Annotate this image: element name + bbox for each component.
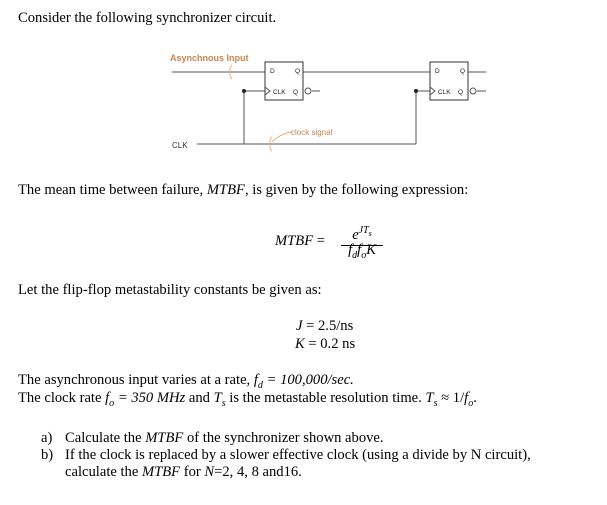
ff2-qbar-label: Q <box>458 89 464 96</box>
mtbf-intro-text: The mean time between failure, MTBF, is given by the following expression: <box>18 182 469 198</box>
ff2-clock-junction-dot <box>414 89 418 93</box>
ff1-d-label: D <box>270 68 275 75</box>
ff1-q-label: Q <box>295 68 301 75</box>
question-b-line1: If the clock is replaced by a slower effective clock (using a divide by N circuit), <box>65 447 531 463</box>
question-a-label: a) <box>41 430 53 446</box>
synchronizer-circuit-diagram <box>0 0 607 170</box>
intro-text: Consider the following synchronizer circuit. <box>18 10 277 26</box>
ff1-clk-label: CLK <box>273 89 286 96</box>
ff2-d-label: D <box>435 68 440 75</box>
clock-signal-pointer <box>272 132 292 142</box>
ff2-qbar-bubble <box>470 88 476 94</box>
async-input-label: Asynchnous Input <box>170 53 249 63</box>
question-b-line2: calculate the MTBF for N=2, 4, 8 and16. <box>65 464 302 480</box>
ff2-clk-label: CLK <box>438 89 451 96</box>
question-b-label: b) <box>41 447 54 463</box>
formula-numerator: $e^{JT_s}$ <box>341 222 383 246</box>
clk-input-label: CLK <box>172 141 188 150</box>
constants-intro-text: Let the flip-flop metastability constants be given as: <box>18 282 322 298</box>
constant-k: K = 0.2 ns <box>295 336 356 352</box>
ff1-qbar-label: Q <box>293 89 299 96</box>
rate-line: The asynchronous input varies at a rate, $f_d = 100,000/\sec$. <box>18 372 354 391</box>
question-a-text: Calculate the MTBF of the synchronizer shown above. <box>65 430 384 446</box>
clock-rate-line: The clock rate $f_o = 350$ MHz and $T_s$ is the metastable resolution time. $T_s \approx 1/f_o$. <box>18 390 477 409</box>
constant-j: J = 2.5/ns <box>296 318 354 334</box>
formula-denominator: $f_df_oK$ <box>348 242 376 261</box>
ff1-clock-junction-dot <box>242 89 246 93</box>
clock-signal-label: clock signal <box>291 128 333 137</box>
ff1-clock-triangle <box>265 87 270 95</box>
ff1-qbar-bubble <box>305 88 311 94</box>
ff2-clock-triangle <box>430 87 435 95</box>
formula-lhs: MTBF = <box>275 233 325 249</box>
ff2-q-label: Q <box>460 68 466 75</box>
